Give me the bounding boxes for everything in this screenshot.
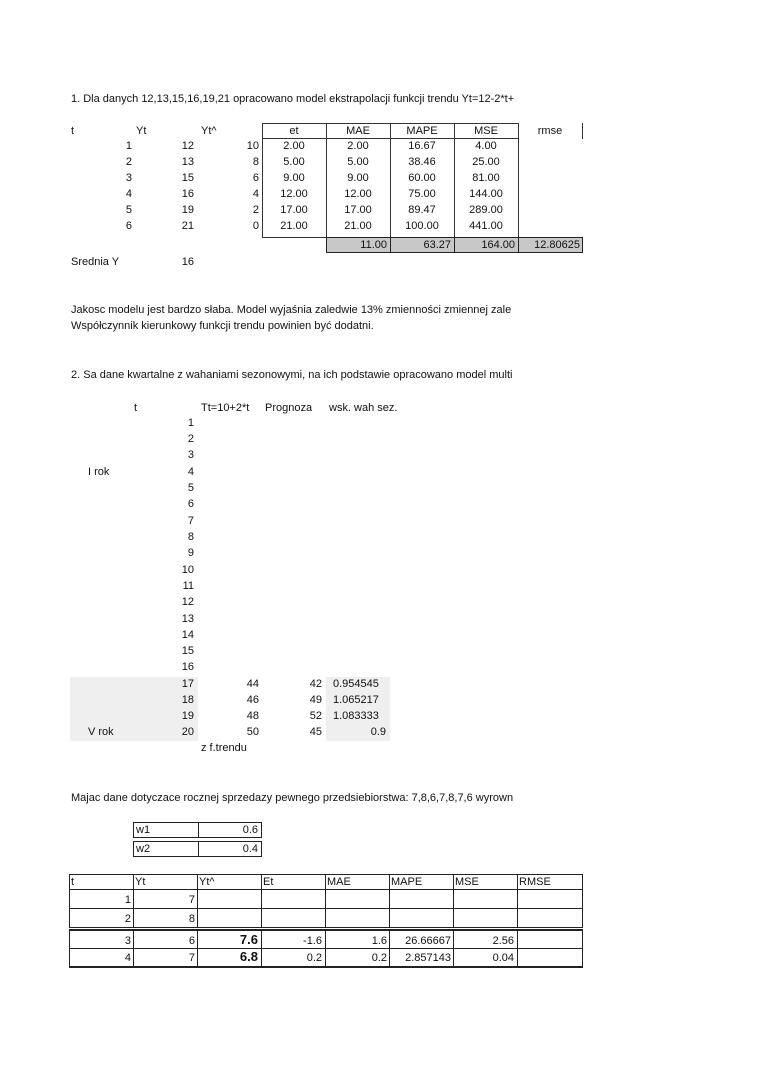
s1-total-mse: 164.00 <box>454 237 519 253</box>
s1-mse: 144.00 <box>469 188 503 200</box>
s2-t-value: 5 <box>187 482 194 494</box>
s1-gridline <box>454 123 455 238</box>
s3-header-mae: MAE <box>325 874 390 890</box>
s3-mae <box>325 908 390 928</box>
s1-mae: 17.00 <box>344 204 372 216</box>
s2-trend-value: 48 <box>246 710 259 722</box>
s2-t-value: 14 <box>181 629 194 641</box>
s2-t-value: 18 <box>181 694 194 706</box>
s3-header-mape: MAPE <box>389 874 454 890</box>
s3-mae <box>325 889 390 909</box>
s3-t: 3 <box>69 929 134 949</box>
s3-mape: 2.857143 <box>389 948 454 968</box>
s1-header-rmse: rmse <box>537 125 563 137</box>
s1-yt: 15 <box>181 172 194 184</box>
s1-total-rmse: 12.80625 <box>518 237 583 253</box>
s1-et: 2.00 <box>283 140 305 152</box>
s1-mape: 60.00 <box>408 172 436 184</box>
s1-mse: 81.00 <box>472 172 500 184</box>
s1-header-et: et <box>289 125 299 137</box>
s2-t-value: 15 <box>181 645 194 657</box>
s1-yt-hat: 0 <box>252 220 259 232</box>
s3-et <box>261 908 326 928</box>
s2-t-value: 3 <box>187 449 194 461</box>
s1-total-mape: 63.27 <box>390 237 455 253</box>
s2-header-trend: Tt=10+2*t <box>201 402 250 414</box>
s1-mae: 5.00 <box>347 156 369 168</box>
s2-header-prognoza: Prognoza <box>265 402 313 414</box>
s1-mae: 9.00 <box>347 172 369 184</box>
s1-mape: 16.67 <box>408 140 436 152</box>
s1-mape: 100.00 <box>405 220 439 232</box>
s2-trend-value: 50 <box>246 726 259 738</box>
s2-wsk-value: 1.065217 <box>333 694 379 706</box>
s2-trend-value: 44 <box>246 678 259 690</box>
s1-header-mape: MAPE <box>406 125 438 137</box>
s3-mse <box>453 889 518 909</box>
s3-header-yt: Yt <box>133 874 198 890</box>
section3-title: Majac dane dotyczace rocznej sprzedazy pewnego przedsiebiorstwa: 7,8,6,7,8,7,6 wyrown <box>71 792 514 804</box>
s3-t: 2 <box>69 908 134 928</box>
s2-year1-label: I rok <box>88 466 110 478</box>
s3-mape: 26.66667 <box>389 929 454 949</box>
s3-mape <box>389 889 454 909</box>
s1-et: 12.00 <box>280 188 308 200</box>
s3-mae: 1.6 <box>325 929 390 949</box>
s3-yt-hat <box>197 889 262 909</box>
s1-mse: 289.00 <box>469 204 503 216</box>
s1-total-mae: 11.00 <box>326 237 391 253</box>
s2-t-value: 19 <box>181 710 194 722</box>
s1-gridline <box>326 123 327 238</box>
s2-t-value: 20 <box>181 726 194 738</box>
s1-mae: 12.00 <box>344 188 372 200</box>
s2-t-value: 12 <box>181 596 194 608</box>
s1-gridline <box>518 123 519 238</box>
s1-comment-2: Współczynnik kierunkowy funkcji trendu powinien być dodatni. <box>71 320 374 332</box>
s1-header-mse: MSE <box>474 125 498 137</box>
s3-yt: 6 <box>133 929 198 949</box>
s3-mae: 0.2 <box>325 948 390 968</box>
s2-footnote: z f.trendu <box>201 742 247 754</box>
s3-yt: 8 <box>133 908 198 928</box>
s3-t: 1 <box>69 889 134 909</box>
s1-mse: 25.00 <box>472 156 500 168</box>
s3-mse: 0.04 <box>453 948 518 968</box>
s2-prognoza-value: 45 <box>309 726 322 738</box>
s1-header-mae: MAE <box>346 125 370 137</box>
s3-weight-label: w1 <box>133 822 199 838</box>
s1-yt-hat: 8 <box>252 156 259 168</box>
s2-t-value: 9 <box>187 547 194 559</box>
s3-weight-label: w2 <box>133 841 199 857</box>
s3-t: 4 <box>69 948 134 968</box>
s2-trend-value: 46 <box>246 694 259 706</box>
s1-yt: 21 <box>181 220 194 232</box>
s3-header-et: Et <box>261 874 326 890</box>
s1-mae: 21.00 <box>344 220 372 232</box>
s1-header-yt-hat: Yt^ <box>201 125 217 137</box>
s2-header-t: t <box>134 402 138 414</box>
s1-gridline <box>390 123 391 238</box>
s3-rmse <box>517 948 583 968</box>
s2-prognoza-value: 49 <box>309 694 322 706</box>
s1-gridline <box>262 123 263 238</box>
s1-et: 9.00 <box>283 172 305 184</box>
s1-t: 3 <box>125 172 132 184</box>
s2-t-value: 6 <box>187 498 194 510</box>
s3-header-yt-hat: Yt^ <box>197 874 262 890</box>
s2-wsk-value: 0.9 <box>370 726 386 738</box>
s1-et: 5.00 <box>283 156 305 168</box>
cursor-bar <box>582 123 583 139</box>
s3-header-rmse: RMSE <box>517 874 583 890</box>
s3-yt-hat: 6.8 <box>197 948 262 968</box>
s2-header-wsk: wsk. wah sez. <box>329 402 398 414</box>
s3-weight-value: 0.4 <box>198 841 262 857</box>
s1-mape: 38.46 <box>408 156 436 168</box>
s3-rmse <box>517 889 583 909</box>
s1-yt-hat: 10 <box>246 140 259 152</box>
s3-rmse <box>517 929 583 949</box>
s2-prognoza-value: 52 <box>309 710 322 722</box>
s2-wsk-value: 1.083333 <box>333 710 379 722</box>
s3-header-mse: MSE <box>453 874 518 890</box>
s2-prognoza-value: 42 <box>309 678 322 690</box>
s1-comment-1: Jakosc modelu jest bardzo słaba. Model wyjaśnia zaledwie 13% zmienności zmiennej zale <box>71 304 512 316</box>
s2-wsk-value: 0.954545 <box>333 678 379 690</box>
s1-mse: 4.00 <box>475 140 497 152</box>
s1-t: 5 <box>125 204 132 216</box>
s3-mape <box>389 908 454 928</box>
s1-et: 21.00 <box>280 220 308 232</box>
s3-et: 0.2 <box>261 948 326 968</box>
s1-mae: 2.00 <box>347 140 369 152</box>
s1-gridline <box>262 138 518 139</box>
s2-t-value: 16 <box>181 661 194 673</box>
section2-title: 2. Sa dane kwartalne z wahaniami sezonowymi, na ich podstawie opracowano model multi <box>71 369 513 381</box>
s3-rmse <box>517 908 583 928</box>
section1-title: 1. Dla danych 12,13,15,16,19,21 opracowano model ekstrapolacji funkcji trendu Yt=12-2*t+ <box>71 93 515 105</box>
s2-year5-label: V rok <box>88 726 114 738</box>
s2-t-value: 8 <box>187 531 194 543</box>
s1-t: 4 <box>125 188 132 200</box>
s1-yt: 19 <box>181 204 194 216</box>
s2-t-value: 10 <box>181 564 194 576</box>
s3-yt: 7 <box>133 948 198 968</box>
s3-mse <box>453 908 518 928</box>
s3-yt-hat: 7.6 <box>197 929 262 949</box>
s3-et <box>261 889 326 909</box>
s2-t-value: 2 <box>187 433 194 445</box>
s2-t-value: 4 <box>187 466 194 478</box>
s1-yt-hat: 6 <box>252 172 259 184</box>
s2-t-value: 11 <box>182 580 194 592</box>
s1-mape: 75.00 <box>408 188 436 200</box>
s1-t: 1 <box>125 140 132 152</box>
s2-t-value: 1 <box>187 417 194 429</box>
s1-mean-value: 16 <box>181 256 194 268</box>
s1-yt: 16 <box>181 188 194 200</box>
s1-yt: 12 <box>181 140 194 152</box>
s1-mape: 89.47 <box>408 204 436 216</box>
s1-header-yt: Yt <box>136 125 147 137</box>
s1-et: 17.00 <box>280 204 308 216</box>
s3-mse: 2.56 <box>453 929 518 949</box>
s1-header-t: t <box>71 125 75 137</box>
s1-t: 2 <box>125 156 132 168</box>
s2-t-value: 7 <box>187 515 194 527</box>
s1-yt: 13 <box>181 156 194 168</box>
s3-yt: 7 <box>133 889 198 909</box>
s1-yt-hat: 2 <box>252 204 259 216</box>
s1-t: 6 <box>125 220 132 232</box>
s1-mean-label: Srednia Y <box>71 256 120 268</box>
s1-yt-hat: 4 <box>252 188 259 200</box>
s3-weight-value: 0.6 <box>198 822 262 838</box>
s2-t-value: 13 <box>181 613 194 625</box>
s2-t-value: 17 <box>181 678 194 690</box>
s3-header-t: t <box>69 874 134 890</box>
s3-et: -1.6 <box>261 929 326 949</box>
s1-mse: 441.00 <box>469 220 503 232</box>
s3-yt-hat <box>197 908 262 928</box>
